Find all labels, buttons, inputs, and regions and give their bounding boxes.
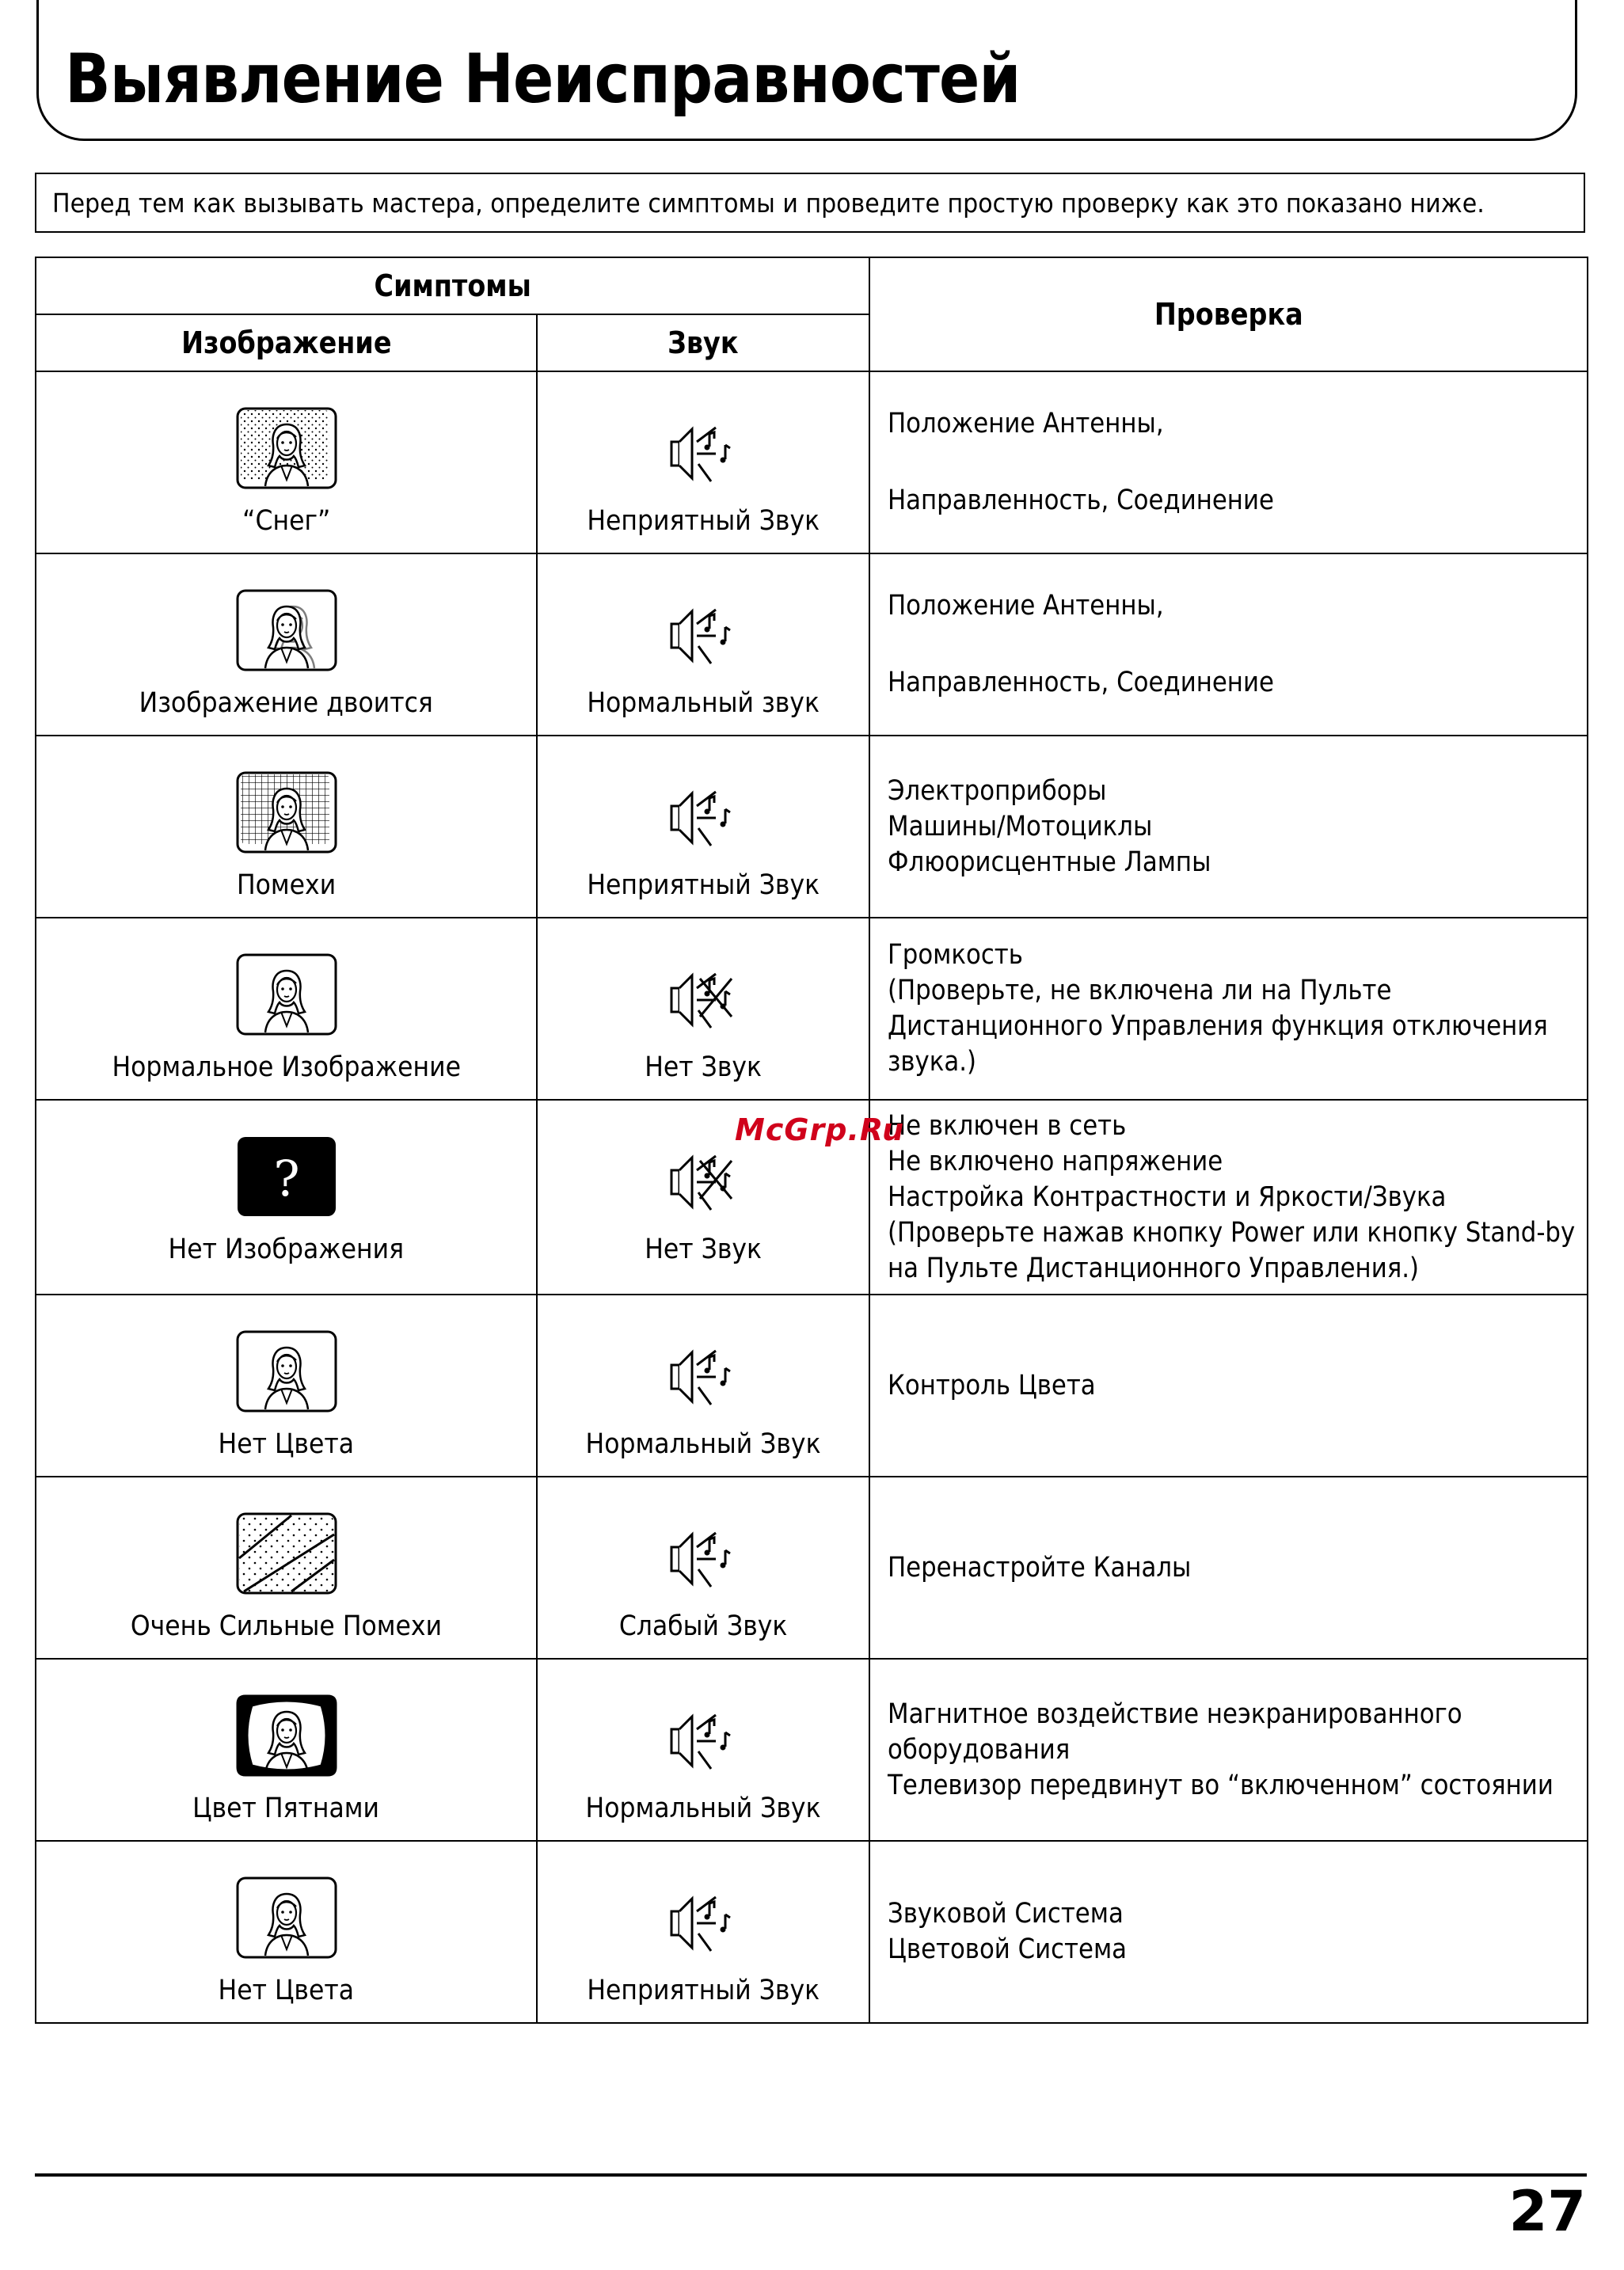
image-symptom-label: Помехи bbox=[236, 869, 337, 901]
tv-normal-icon bbox=[36, 1295, 536, 1414]
image-symptom-cell bbox=[36, 1477, 537, 1659]
image-symptom-cell bbox=[36, 1100, 537, 1295]
tv-snow-icon bbox=[36, 372, 536, 491]
sound-symptom-label: Нормальный звук bbox=[587, 687, 820, 719]
sound-symptom-label: Нет Звук bbox=[645, 1051, 762, 1083]
image-symptom-cell bbox=[36, 1841, 537, 2023]
check-line: на Пульте Дистанционного Управления.) bbox=[888, 1252, 1420, 1284]
image-symptom-cell bbox=[36, 1295, 537, 1477]
image-symptom-cell bbox=[36, 918, 537, 1100]
intro-text: Перед тем как вызывать мастера, определите симптомы и проведите простую проверку как это показано ниже. bbox=[52, 187, 1485, 219]
check-line: звука.) bbox=[888, 1046, 977, 1078]
sound-symptom-label: Нормальный Звук bbox=[585, 1428, 821, 1460]
intro-text-box bbox=[35, 173, 1585, 233]
tv-normal-icon bbox=[36, 1842, 536, 1960]
tv-ghost-icon bbox=[36, 554, 536, 673]
table-row bbox=[36, 1477, 1588, 1659]
check-cell bbox=[869, 1659, 1588, 1841]
check-cell bbox=[869, 1477, 1588, 1659]
table-row bbox=[36, 736, 1588, 918]
check-cell bbox=[869, 1841, 1588, 2023]
image-symptom-label: Цвет Пятнами bbox=[192, 1793, 380, 1824]
footer-rule bbox=[35, 2173, 1587, 2177]
image-symptom-cell bbox=[36, 553, 537, 736]
speaker-icon bbox=[538, 736, 869, 855]
sound-symptom-cell bbox=[537, 1659, 869, 1841]
check-line: Направленность, Соединение bbox=[888, 485, 1274, 516]
sound-symptom-cell bbox=[537, 371, 869, 553]
table-row bbox=[36, 553, 1588, 736]
check-line: оборудования bbox=[888, 1733, 1071, 1766]
check-line bbox=[888, 624, 1496, 665]
speaker-muted-icon bbox=[538, 918, 869, 1037]
image-symptom-label: Нет Изображения bbox=[168, 1234, 405, 1265]
image-symptom-label: Нет Цвета bbox=[218, 1428, 355, 1460]
speaker-icon bbox=[538, 1295, 869, 1414]
check-line: Электроприборы bbox=[888, 774, 1107, 807]
check-cell bbox=[869, 918, 1588, 1100]
check-line: Настройка Контрастности и Яркости/Звука bbox=[888, 1181, 1447, 1213]
sound-symptom-cell bbox=[537, 1477, 869, 1659]
tv-color-patches-icon bbox=[36, 1660, 536, 1778]
check-line: Перенастройте Каналы bbox=[888, 1551, 1192, 1584]
image-symptom-cell bbox=[36, 371, 537, 553]
header-symptoms: Симптомы bbox=[36, 257, 869, 314]
watermark: McGrp.Ru bbox=[735, 1112, 905, 1147]
sound-symptom-cell bbox=[537, 1295, 869, 1477]
image-symptom-cell bbox=[36, 1659, 537, 1841]
page-number: 27 bbox=[1508, 2179, 1586, 2244]
check-line: Магнитное воздействие неэкранированного bbox=[888, 1698, 1462, 1730]
check-cell bbox=[869, 1295, 1588, 1477]
speaker-icon bbox=[538, 372, 869, 491]
image-symptom-label: “Снег” bbox=[242, 505, 331, 537]
image-symptom-label: Изображение двоится bbox=[139, 687, 434, 719]
sound-symptom-cell bbox=[537, 918, 869, 1100]
check-line: Направленность, Соединение bbox=[888, 667, 1274, 698]
check-line: Контроль Цвета bbox=[888, 1369, 1096, 1401]
check-line: (Проверьте, не включена ли на Пульте bbox=[888, 975, 1392, 1006]
check-cell bbox=[869, 736, 1588, 918]
check-line bbox=[888, 442, 1496, 483]
sound-symptom-label: Неприятный Звук bbox=[587, 505, 820, 537]
speaker-icon bbox=[538, 1660, 869, 1778]
check-line: (Проверьте нажав кнопку Power или кнопку Stand-by bbox=[888, 1216, 1576, 1249]
check-line: Дистанционного Управления функция отключения bbox=[888, 1010, 1548, 1042]
sound-symptom-label: Нормальный Звук bbox=[585, 1793, 821, 1824]
table-row bbox=[36, 918, 1588, 1100]
check-line: Машины/Мотоциклы bbox=[888, 810, 1153, 842]
sound-symptom-cell bbox=[537, 553, 869, 736]
check-cell bbox=[869, 371, 1588, 553]
check-line: Громкость bbox=[888, 939, 1023, 971]
check-cell bbox=[869, 553, 1588, 736]
image-symptom-cell bbox=[36, 736, 537, 918]
check-line: Телевизор передвинут во “включенном” состоянии bbox=[888, 1769, 1554, 1801]
sound-symptom-cell bbox=[537, 1841, 869, 2023]
check-line: Цветовой Система bbox=[888, 1933, 1128, 1965]
table-row bbox=[36, 1295, 1588, 1477]
check-line: Положение Антенны, bbox=[888, 590, 1164, 622]
page-title: Выявление Неисправностей bbox=[65, 40, 1021, 119]
image-symptom-label: Очень Сильные Помехи bbox=[130, 1610, 443, 1642]
check-line: Флюорисцентные Лампы bbox=[888, 846, 1211, 878]
tv-interference-icon bbox=[36, 736, 536, 855]
header-check: Проверка bbox=[869, 257, 1588, 371]
svg-text:?: ? bbox=[272, 1150, 300, 1207]
image-symptom-label: Нет Цвета bbox=[218, 1975, 355, 2006]
check-line: Положение Антенны, bbox=[888, 408, 1164, 439]
tv-heavy-interference-icon bbox=[36, 1477, 536, 1596]
table-row bbox=[36, 1841, 1588, 2023]
check-cell bbox=[869, 1100, 1588, 1295]
speaker-icon bbox=[538, 1842, 869, 1960]
tv-no-picture-icon bbox=[36, 1101, 536, 1219]
sound-symptom-label: Нет Звук bbox=[645, 1234, 762, 1265]
check-line: Не включен в сеть bbox=[888, 1109, 1127, 1142]
speaker-icon bbox=[538, 1477, 869, 1596]
table-row bbox=[36, 1659, 1588, 1841]
table-row bbox=[36, 371, 1588, 553]
header-sound: Звук bbox=[537, 314, 869, 371]
tv-normal-icon bbox=[36, 918, 536, 1037]
header-image: Изображение bbox=[36, 314, 537, 371]
sound-symptom-label: Слабый Звук bbox=[618, 1610, 788, 1642]
sound-symptom-label: Неприятный Звук bbox=[587, 869, 820, 901]
check-line: Не включено напряжение bbox=[888, 1145, 1223, 1177]
speaker-icon bbox=[538, 554, 869, 673]
check-line: Звуковой Система bbox=[888, 1898, 1124, 1930]
image-symptom-label: Нормальное Изображение bbox=[112, 1051, 461, 1083]
sound-symptom-label: Неприятный Звук bbox=[587, 1975, 820, 2006]
sound-symptom-cell bbox=[537, 736, 869, 918]
